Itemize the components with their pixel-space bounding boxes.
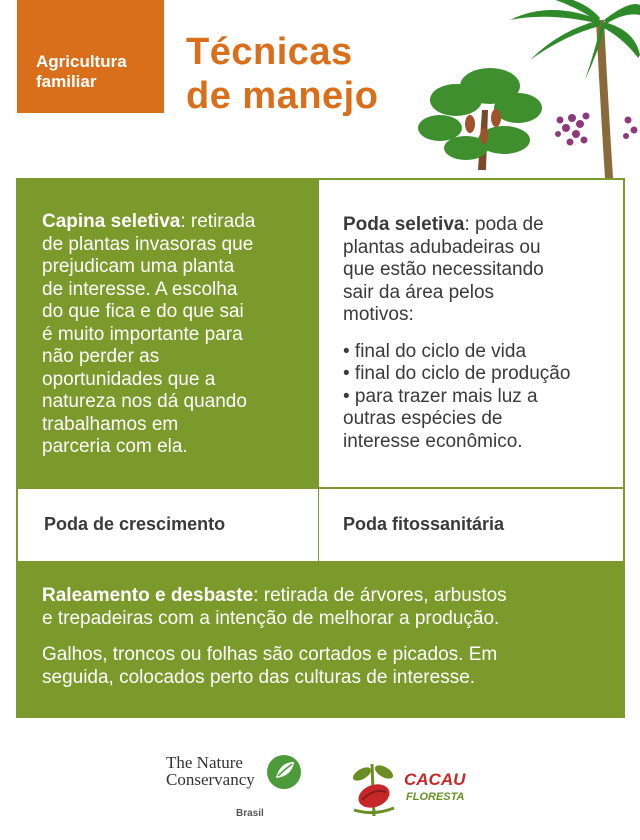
cacau-line-1: CACAU: [404, 770, 466, 789]
capina-term: Capina seletiva: [42, 211, 181, 232]
capina-line: : retirada: [180, 211, 256, 232]
capina-seletiva-card: [16, 178, 319, 489]
techniques-grid: [16, 178, 625, 718]
capina-line: parceria com ela.: [42, 436, 188, 457]
capina-line: natureza nos dá quando: [42, 391, 247, 412]
tnc-country: Brasil: [236, 808, 264, 819]
capina-line: não perder as: [42, 346, 160, 367]
capina-line: prejudicam uma planta: [42, 256, 235, 277]
poda-line: plantas adubadeiras ou: [343, 236, 541, 258]
capina-line: de interesse. A escolha: [42, 278, 238, 300]
tnc-line-2: Conservancy: [166, 770, 255, 789]
title-line-1: Técnicas: [186, 31, 353, 73]
raleamento-line: seguida, colocados perto das culturas de interesse.: [42, 666, 476, 688]
poda-fitossanitaria-card: [319, 489, 625, 563]
capina-line: é muito importante para: [42, 323, 243, 345]
raleamento-line: Galhos, troncos ou folhas são cortados e picados. Em: [42, 644, 498, 665]
capina-line: oportunidades que a: [42, 368, 216, 390]
category-badge: [17, 0, 164, 113]
cacau-line-2: FLORESTA: [406, 791, 465, 803]
poda-line: sair da área pelos: [343, 281, 495, 303]
poda-seletiva-term: Poda seletiva: [343, 214, 465, 235]
tnc-line-1: The Nature: [166, 753, 243, 772]
raleamento-card: [16, 563, 625, 718]
raleamento-term: Raleamento e desbaste: [42, 585, 254, 606]
list-item: • para trazer mais luz a: [343, 385, 538, 407]
poda-line: que estão necessitando: [343, 259, 544, 280]
list-item: • final do ciclo de vida: [343, 340, 527, 362]
the-nature-conservancy-logo: [166, 754, 306, 824]
leaf-globe-icon: [266, 754, 302, 790]
list-item: • final do ciclo de produção: [343, 363, 571, 384]
list-item: interesse econômico.: [343, 430, 523, 452]
poda-crescimento-card: [16, 489, 319, 563]
capina-line: de plantas invasoras que: [42, 233, 254, 255]
cacao-palm-illustration: [400, 0, 640, 178]
poda-crescimento-label: Poda de crescimento: [44, 514, 226, 534]
capina-line: do que fica e do que sai: [42, 301, 244, 322]
cacau-floresta-logo: [346, 760, 466, 820]
badge-line-2: familiar: [36, 72, 97, 91]
cacao-pod-icon: [346, 760, 402, 818]
page-title: [186, 30, 378, 118]
footer-logos: [0, 740, 640, 840]
poda-line: motivos:: [343, 304, 414, 325]
raleamento-line: e trepadeiras com a intenção de melhorar a produção.: [42, 607, 500, 629]
raleamento-line: : retirada de árvores, arbustos: [253, 585, 507, 606]
poda-reasons-list: [343, 341, 615, 454]
poda-seletiva-card: [319, 178, 625, 489]
badge-line-1: Agricultura: [36, 52, 127, 71]
title-line-2: de manejo: [186, 75, 379, 117]
poda-fitossanitaria-label: Poda fitossanitária: [343, 514, 505, 534]
list-item: outras espécies de: [343, 408, 503, 429]
capina-line: trabalhamos em: [42, 413, 179, 435]
poda-line: : poda de: [464, 214, 544, 235]
